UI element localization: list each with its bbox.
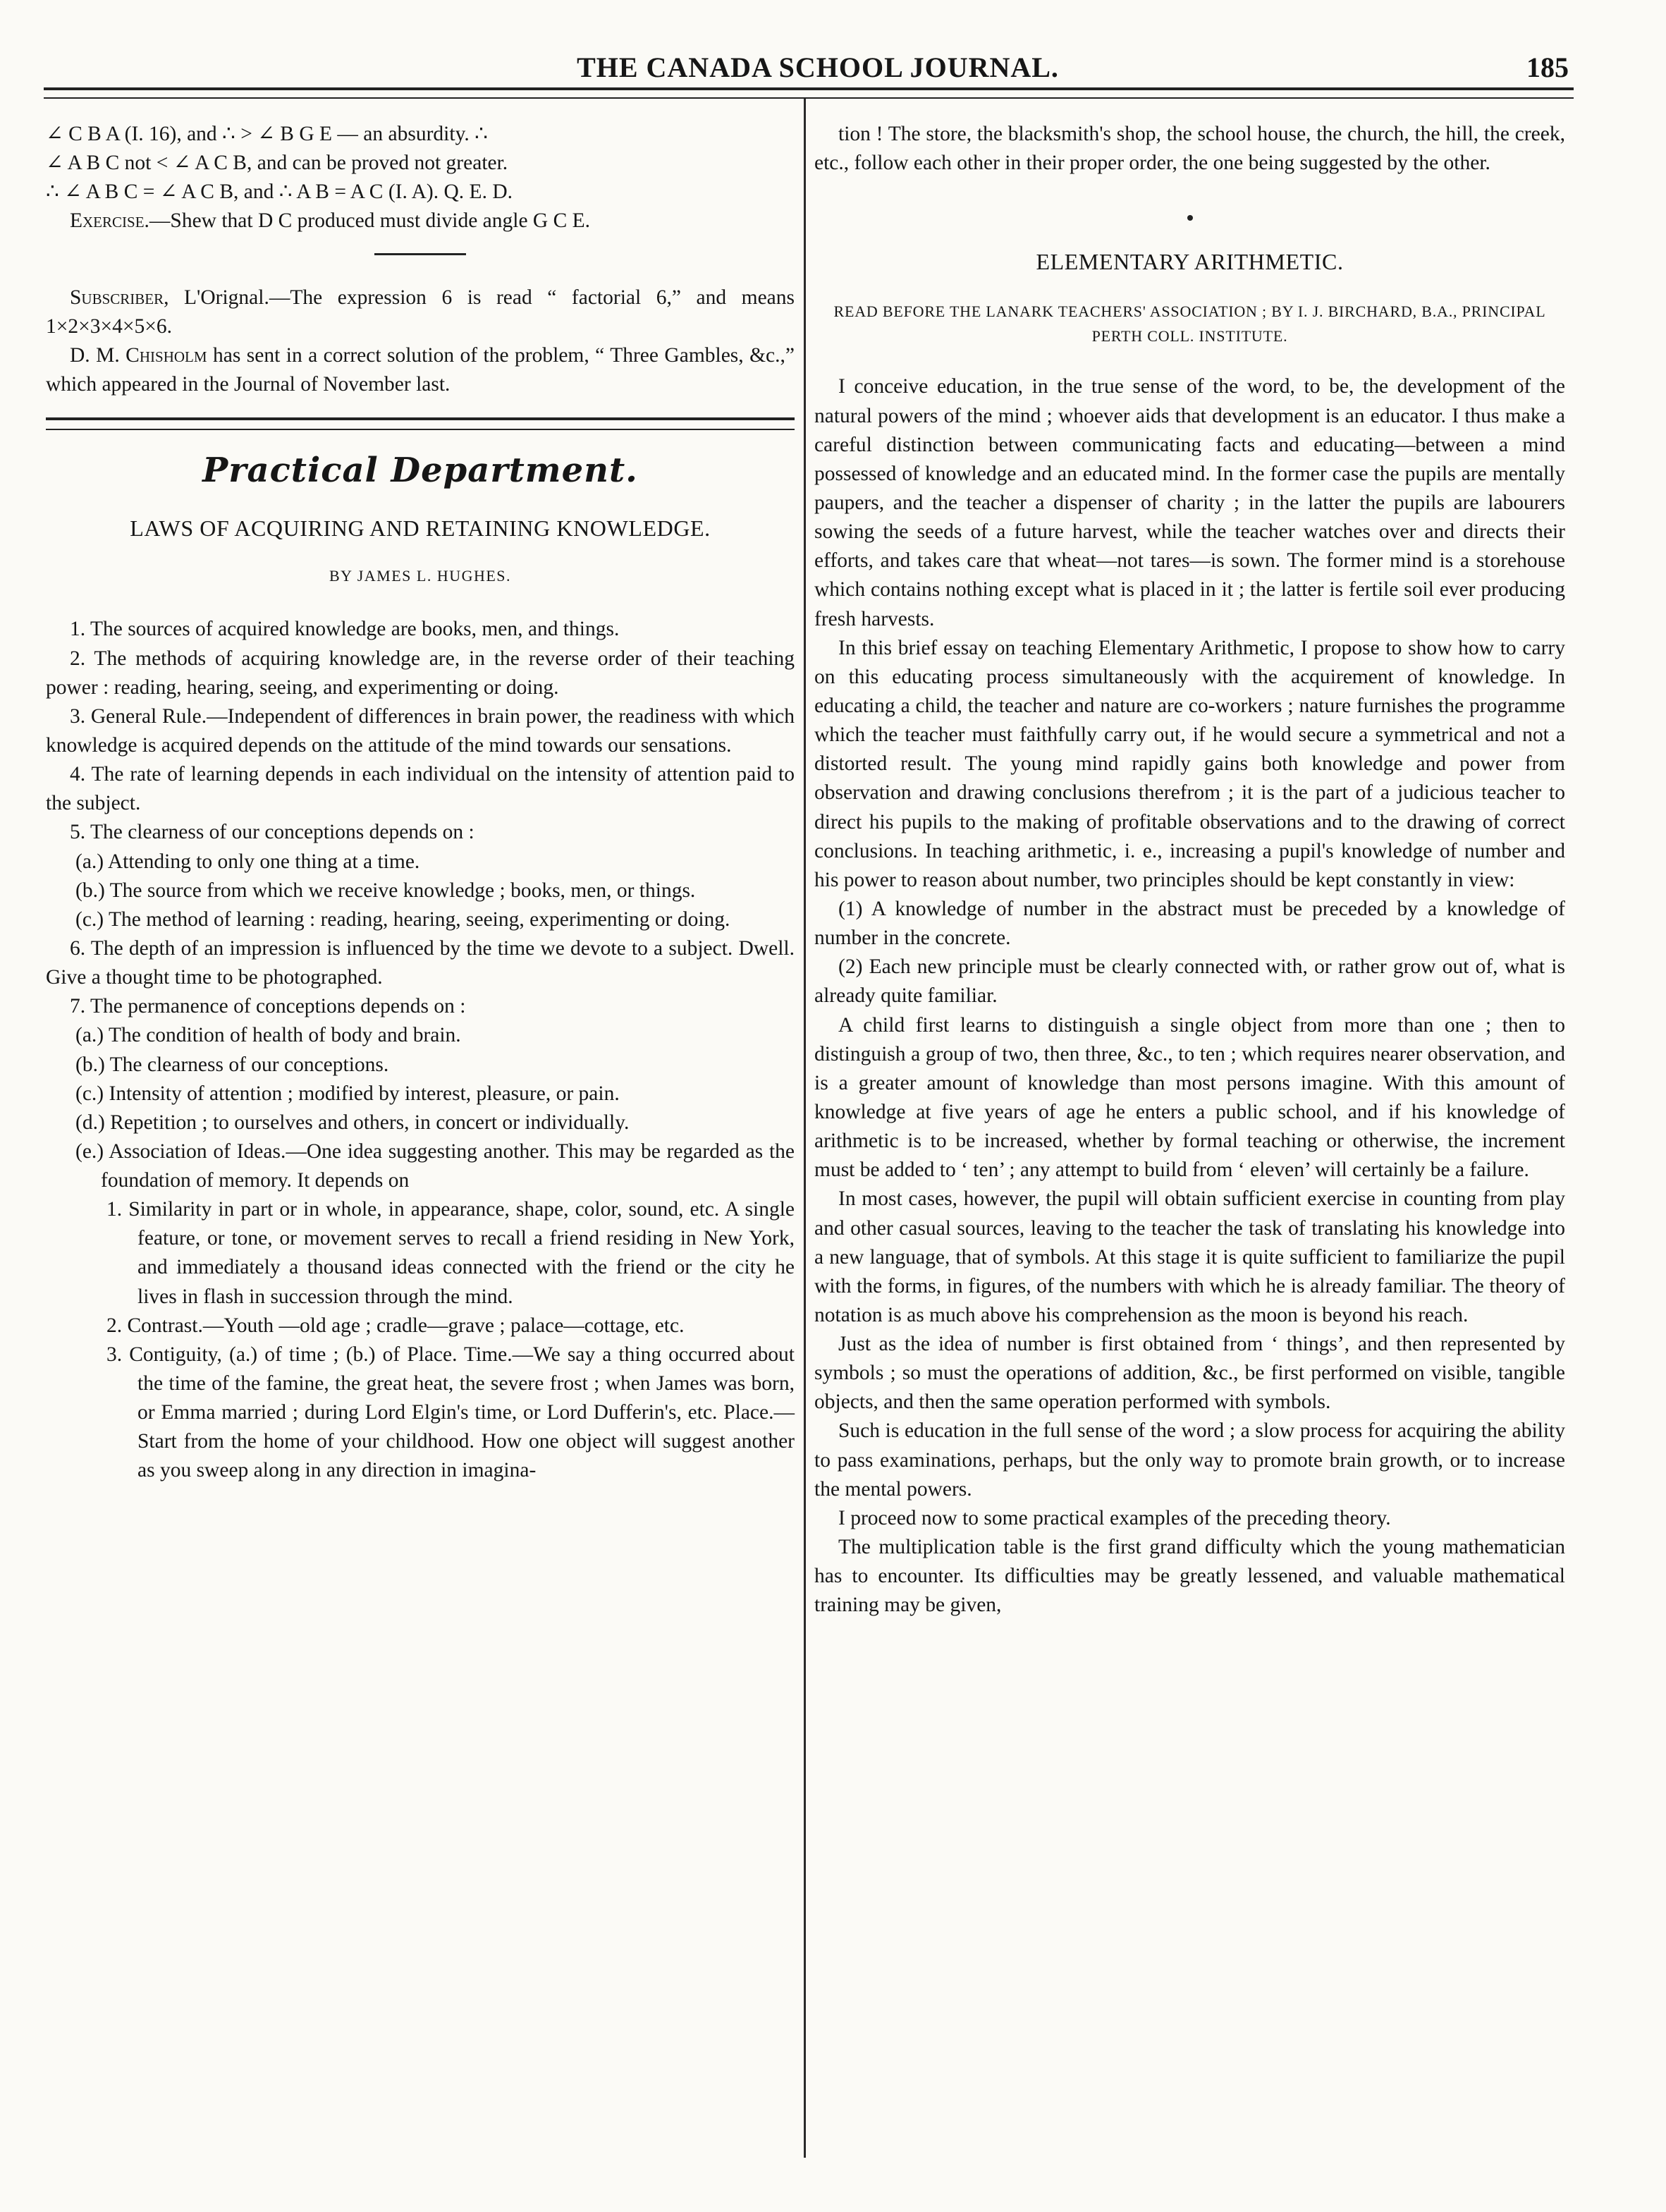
page-number: 185 <box>1526 51 1569 83</box>
article-byline: BY JAMES L. HUGHES. <box>329 566 512 585</box>
paragraph: (2) Each new principle must be clearly connected with, or rather grow out of, what is already quite familiar. <box>814 955 1565 1008</box>
association-item: 2. Contrast.—Youth —old age ; cradle—grave ; palace—cottage, etc. <box>106 1314 685 1337</box>
law-subitem: (c.) The method of learning : reading, hearing, seeing, experimenting or doing. <box>75 908 730 931</box>
paragraph: I proceed now to some practical examples of the preceding theory. <box>838 1506 1391 1529</box>
paragraph: The multiplication table is the first grand difficulty which the young mathematician has to encounter. Its difficulties may be greatly lessened, and valuable mathematical training may be given, <box>814 1536 1565 1617</box>
law-subitem: (d.) Repetition ; to ourselves and others, in concert or individually. <box>75 1111 630 1134</box>
proof-line: ∠ C B A (I. 16), and ∴ > ∠ B G E — an absurdity. ∴ <box>46 123 488 145</box>
paragraph: Such is education in the full sense of the word ; a slow process for acquiring the ability to pass examinations, perhaps, but the only way to promote brain growth, or to increase the mental powers. <box>814 1419 1565 1501</box>
law-subitem: (b.) The clearness of our conceptions. <box>75 1053 389 1076</box>
paragraph: In most cases, however, the pupil will obtain sufficient exercise in counting from play and other casual sources, leaving to the teacher the task of translating his knowledge into a new language, that of symbols. At this stage it is quite sufficient to familiarize the pupil with the forms, in figures, of the numbers with which he is already familiar. The theory of notation is as much above his comprehension as the moon is beyond his reach. <box>814 1187 1565 1326</box>
right-column <box>814 120 1565 1620</box>
proof-line: ∠ A B C not < ∠ A C B, and can be proved not greater. <box>46 152 508 175</box>
continuation-text: tion ! The store, the blacksmith's shop, the school house, the church, the hill, the creek, etc., follow each other in their proper order, the one being suggested by the other. <box>814 123 1565 175</box>
column-divider <box>804 99 806 2158</box>
journal-title: THE CANADA SCHOOL JOURNAL. <box>577 51 1059 83</box>
proof-line: ∴ ∠ A B C = ∠ A C B, and ∴ A B = A C (I. A). Q. E. D. <box>46 181 513 204</box>
paragraph: Just as the idea of number is first obtained from ‘ things’, and then represented by symbols ; so must the operations of addition, &c., be first performed on visible, tangible objects, and then the same operation performed with symbols. <box>814 1333 1565 1414</box>
law-subitem: (b.) The source from which we receive knowledge ; books, men, or things. <box>75 879 696 902</box>
law-item: 5. The clearness of our conceptions depends on : <box>70 821 474 844</box>
paragraph: (1) A knowledge of number in the abstract must be preceded by a knowledge of number in the concrete. <box>814 897 1565 950</box>
exercise-text: —Shew that D C produced must divide angle G C E. <box>149 209 591 233</box>
paragraph: In this brief essay on teaching Elementary Arithmetic, I propose to show how to carry on this educating process simultaneously with the acquirement of knowledge. In educating a child, the teacher and nature are co-workers ; nature furnishes the programme which the teacher must faithfully carry out, if he would secure a symmetrical and not a distorted result. The young mind rapidly gains both knowledge and power from observation and drawing conclusions therefrom ; it is the part of a judicious teacher to direct his pupils to the making of profitable observations and to the drawing of correct conclusions. In teaching arithmetic, i. e., increasing a pupil's knowledge of number and his power to reason about number, two principles should be kept constantly in view: <box>814 636 1565 891</box>
department-title: Practical Department. <box>202 451 638 491</box>
law-subitem: (a.) Attending to only one thing at a time. <box>75 850 420 873</box>
exercise <box>46 207 795 236</box>
header-rule <box>44 87 1574 99</box>
law-item: 3. General Rule.—Independent of differences in brain power, the readiness with which knowledge is acquired depends on the attitude of the mind towards our sensations. <box>46 704 795 757</box>
association-item: 3. Contiguity, (a.) of time ; (b.) of Place. Time.—We say a thing occurred about the time of the famine, the great heat, the severe frost ; when James was born, or Emma married ; during Lord Elgin's time, or Lord Dufferin's, etc. Place.—Start from the home of your childhood. How one object will suggest another as you sweep along in any direction in imagina- <box>106 1343 795 1482</box>
law-subitem: (c.) Intensity of attention ; modified by interest, pleasure, or pain. <box>75 1082 620 1105</box>
law-subitem: (a.) The condition of health of body and brain. <box>75 1024 461 1047</box>
paragraph: I conceive education, in the true sense of the word, to be, the development of the natural powers of the mind ; whoever aids that development is an educator. I thus make a careful distinction between communicating facts and educating—between a mind possessed of knowledge and an educated mind. In the former case the pupils are mentally paupers, and the teacher a dispenser of charity ; in the latter the pupils are labourers sowing the seeds of a future harvest, while the teacher watches over and directs their efforts, and takes care that wheat—not tares—is sown. The former mind is a storehouse which contains nothing except what is placed in it ; the latter is fertile soil ever producing fresh harvests. <box>814 375 1565 630</box>
association-item: 1. Similarity in part or in whole, in appearance, shape, color, sound, etc. A single feature, or tone, or movement serves to recall a friend residing in New York, and immediately a thousand ideas connected with the friend or the city he lives in flash in succession through the mind. <box>106 1198 795 1308</box>
left-column <box>46 120 795 1486</box>
law-item: 2. The methods of acquiring knowledge are, in the reverse order of their teaching power : reading, hearing, seeing, and experimenting or doing. <box>46 647 795 699</box>
law-item: 4. The rate of learning depends in each individual on the intensity of attention paid to the subject. <box>46 763 795 815</box>
page-header <box>67 41 1569 83</box>
separator-dot <box>814 200 1565 229</box>
section-rule <box>46 417 795 430</box>
law-item: 1. The sources of acquired knowledge are books, men, and things. <box>70 618 620 641</box>
exercise-label: Exercise. <box>70 209 149 233</box>
notice-chisholm: D. M. Chisholm has sent in a correct solution of the problem, “ Three Gambles, &c.,” which appeared in the Journal of November last. <box>46 343 795 396</box>
article-byline: READ BEFORE THE LANARK TEACHERS' ASSOCIATION ; BY I. J. BIRCHARD, B.A., PRINCIPAL PERTH COLL. INSTITUTE. <box>833 303 1546 346</box>
paragraph: A child first learns to distinguish a single object from more than one ; then to distinguish a group of two, then three, &c., to ten ; which requires nearer observation, and is a greater amount of knowledge than most persons imagine. With this amount of knowledge at five years of age he enters a public school, and if his knowledge of arithmetic is to be increased, whether by formal teaching or otherwise, the increment must be added to ‘ ten’ ; any attempt to build from ‘ eleven’ will certainly be a failure. <box>814 1013 1565 1182</box>
separator-rule <box>374 253 466 255</box>
law-subitem: (e.) Association of Ideas.—One idea suggesting another. This may be regarded as the foundation of memory. It depends on <box>75 1139 795 1192</box>
notice-subscriber: Subscriber, L'Orignal.—The expression 6 is read “ factorial 6,” and means 1×2×3×4×5×6. <box>46 286 795 338</box>
law-item: 6. The depth of an impression is influenced by the time we devote to a subject. Dwell. Give a thought time to be photographed. <box>46 936 795 989</box>
article-title: ELEMENTARY ARITHMETIC. <box>1036 249 1344 275</box>
article-title: LAWS OF ACQUIRING AND RETAINING KNOWLEDGE. <box>130 515 711 542</box>
law-item: 7. The permanence of conceptions depends on : <box>70 995 466 1018</box>
